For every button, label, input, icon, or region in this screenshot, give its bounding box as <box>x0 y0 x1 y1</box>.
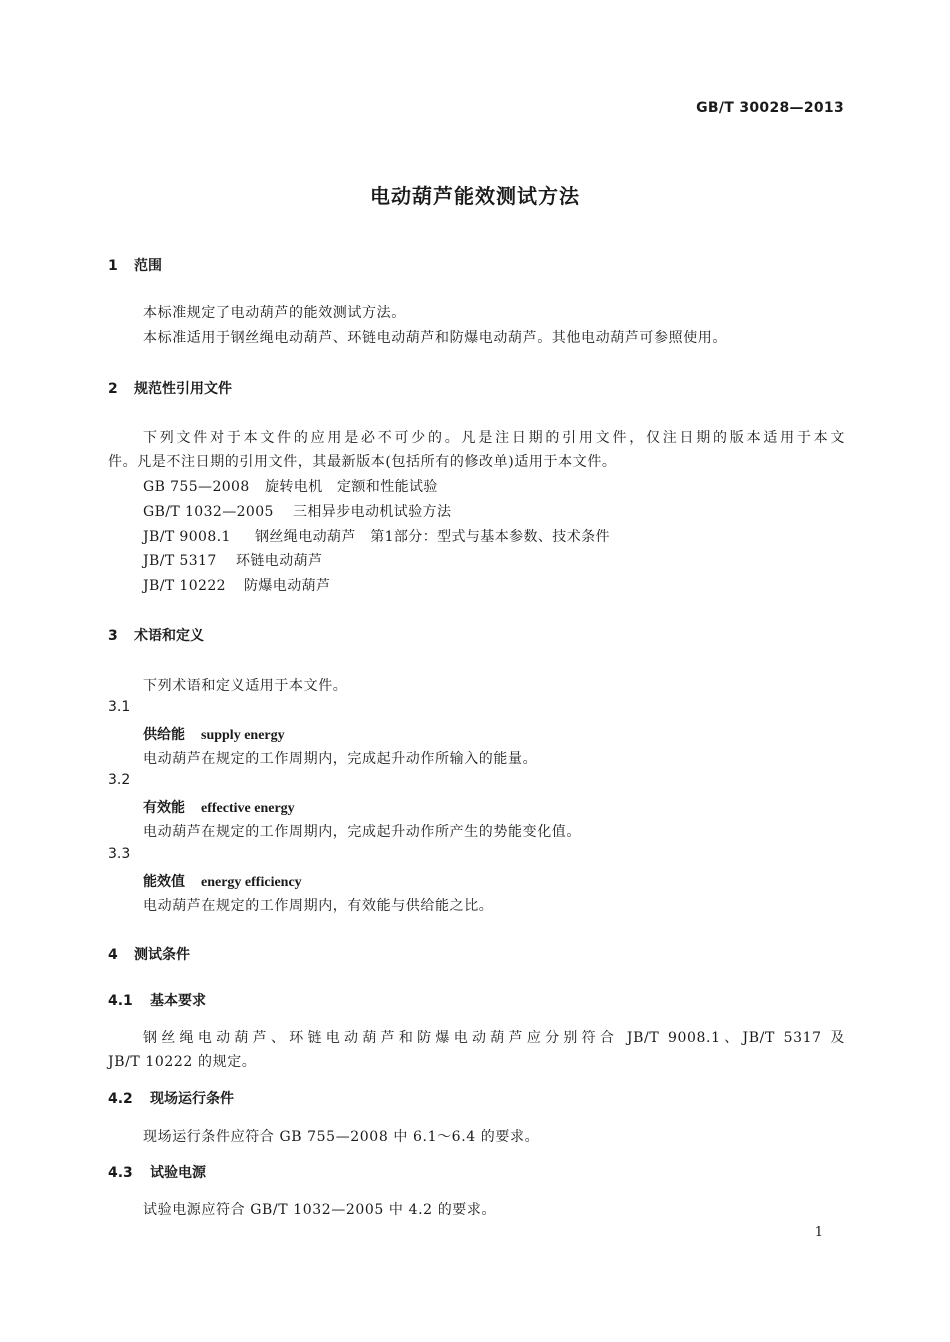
term-name-english: energy efficiency <box>201 875 302 890</box>
terms-intro: 下列术语和定义适用于本文件。 <box>143 678 348 694</box>
subsection-4-3-heading <box>108 1162 206 1182</box>
term-name-english: supply energy <box>201 728 285 743</box>
reference-title: 三相异步电动机试验方法 <box>293 504 452 520</box>
section-3-heading <box>108 625 204 645</box>
subsection-4-1-heading <box>108 990 206 1010</box>
scope-paragraph-2: 本标准适用于钢丝绳电动葫芦、环链电动葫芦和防爆电动葫芦。其他电动葫芦可参照使用。 <box>143 330 727 346</box>
reference-item <box>143 550 322 570</box>
site-conditions-text: 现场运行条件应符合 GB 755—2008 中 6.1～6.4 的要求。 <box>143 1129 540 1145</box>
term-name-chinese: 有效能 <box>143 800 185 816</box>
basic-requirements-line-1: 钢丝绳电动葫芦、环链电动葫芦和防爆电动葫芦应分别符合 JB/T 9008.1、JB/T 5317 及 <box>143 1030 845 1046</box>
standard-code: GB/T 30028—2013 <box>696 100 844 116</box>
term-number: 3.1 <box>108 699 131 715</box>
subsection-title: 现场运行条件 <box>150 1091 234 1107</box>
term-number: 3.2 <box>108 772 131 788</box>
term-name <box>143 871 302 891</box>
subsection-4-2-heading <box>108 1088 234 1108</box>
scope-paragraph-1: 本标准规定了电动葫芦的能效测试方法。 <box>143 305 406 321</box>
reference-code: GB/T 1032—2005 <box>143 504 274 520</box>
section-number: 2 <box>108 381 118 397</box>
power-supply-text: 试验电源应符合 GB/T 1032—2005 中 4.2 的要求。 <box>143 1202 497 1218</box>
term-number: 3.3 <box>108 846 131 862</box>
reference-code: JB/T 9008.1 <box>143 529 231 545</box>
subsection-number: 4.3 <box>108 1165 133 1181</box>
term-name-chinese: 能效值 <box>143 874 185 890</box>
subsection-title: 试验电源 <box>150 1165 206 1181</box>
section-1-heading <box>108 255 162 275</box>
term-name-english: effective energy <box>201 801 295 816</box>
reference-item <box>143 526 610 546</box>
term-definition: 电动葫芦在规定的工作周期内，完成起升动作所输入的能量。 <box>143 751 538 767</box>
normative-intro-line-1: 下列文件对于本文件的应用是必不可少的。凡是注日期的引用文件，仅注日期的版本适用于本文 <box>143 430 845 446</box>
basic-requirements-line-2: JB/T 10222 的规定。 <box>108 1054 257 1070</box>
section-4-heading <box>108 944 190 964</box>
section-2-heading <box>108 378 232 398</box>
section-title: 规范性引用文件 <box>134 381 232 397</box>
page-number: 1 <box>814 1225 823 1240</box>
term-definition: 电动葫芦在规定的工作周期内，有效能与供给能之比。 <box>143 898 494 914</box>
normative-intro-line-2: 件。凡是不注日期的引用文件，其最新版本(包括所有的修改单)适用于本文件。 <box>108 454 617 470</box>
reference-item <box>143 575 330 595</box>
section-number: 1 <box>108 258 118 274</box>
reference-title: 旋转电机 定额和性能试验 <box>265 479 438 495</box>
subsection-number: 4.2 <box>108 1091 133 1107</box>
section-number: 4 <box>108 947 118 963</box>
reference-code: JB/T 5317 <box>143 553 217 569</box>
section-title: 术语和定义 <box>134 628 204 644</box>
document-title: 电动葫芦能效测试方法 <box>370 184 580 208</box>
term-name <box>143 797 295 817</box>
section-title: 测试条件 <box>134 947 190 963</box>
reference-item <box>143 501 451 521</box>
subsection-number: 4.1 <box>108 993 133 1009</box>
reference-item <box>143 476 438 496</box>
term-name <box>143 724 285 744</box>
subsection-title: 基本要求 <box>150 993 206 1009</box>
reference-title: 环链电动葫芦 <box>236 553 323 569</box>
section-number: 3 <box>108 628 118 644</box>
reference-code: JB/T 10222 <box>143 578 226 594</box>
reference-code: GB 755—2008 <box>143 479 250 495</box>
term-name-chinese: 供给能 <box>143 727 185 743</box>
section-title: 范围 <box>134 258 162 274</box>
term-definition: 电动葫芦在规定的工作周期内，完成起升动作所产生的势能变化值。 <box>143 824 581 840</box>
reference-title: 钢丝绳电动葫芦 第1部分：型式与基本参数、技术条件 <box>255 529 610 545</box>
reference-title: 防爆电动葫芦 <box>244 578 331 594</box>
